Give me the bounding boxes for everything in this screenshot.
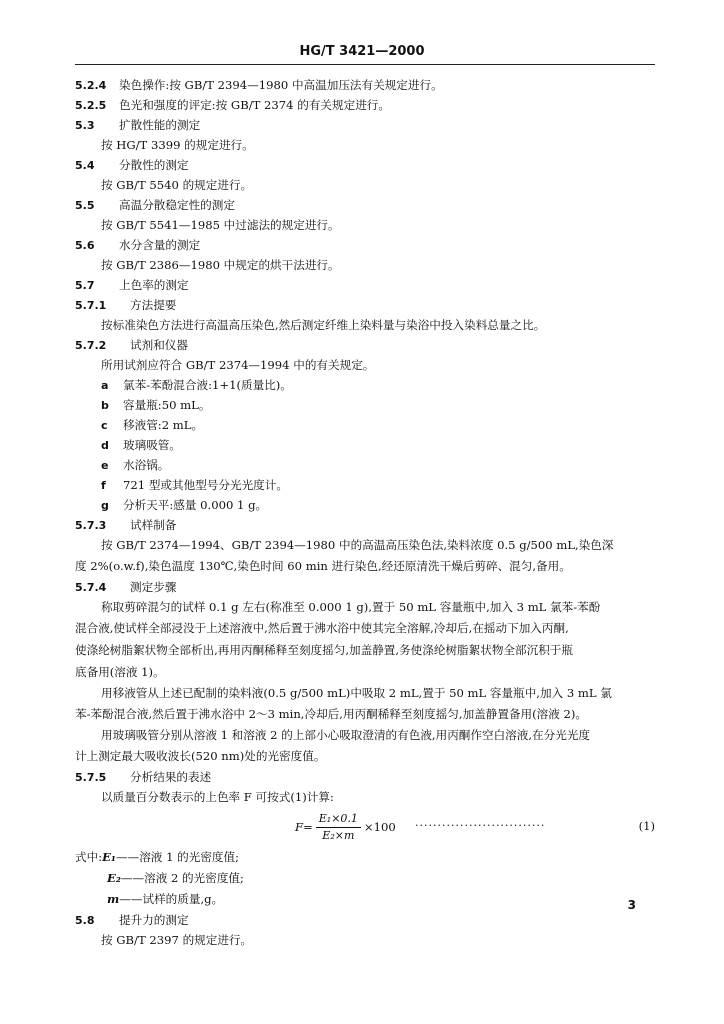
clause-heading	[75, 115, 655, 135]
header-rule	[75, 64, 655, 65]
clause-title: 试剂和仪器	[130, 338, 188, 352]
clause-heading	[75, 95, 655, 115]
clause-number: 5.2.5	[75, 99, 107, 112]
list-item	[75, 455, 655, 475]
paragraph-line: 苯-苯酚混合液,然后置于沸水浴中 2～3 min,冷却后,用丙酮稀释至刻度摇匀,加盖静置备用(溶液 2)。	[75, 707, 588, 721]
document-body	[75, 75, 655, 950]
formula-denominator: E₂×m	[322, 828, 355, 842]
formula-expression	[295, 807, 396, 847]
paragraph-line: 按 HG/T 3399 的规定进行。	[101, 138, 254, 152]
definition-symbol: E₁	[102, 850, 117, 864]
list-item-label: b	[101, 399, 109, 412]
clause-title: 提升力的测定	[119, 913, 189, 927]
clause-heading	[75, 195, 655, 215]
clause-heading	[75, 910, 655, 930]
paragraph-line: 称取剪碎混匀的试样 0.1 g 左右(称准至 0.000 1 g),置于 50 mL 容量瓶中,加入 3 mL 氯苯-苯酚	[101, 600, 601, 614]
clause-number: 5.7.1	[75, 299, 107, 312]
list-item-text: 分析天平:感量 0.000 1 g。	[123, 498, 268, 512]
clause-number: 5.5	[75, 199, 95, 212]
paragraph-line: 按 GB/T 2397 的规定进行。	[101, 933, 253, 947]
clause-number: 5.7.2	[75, 339, 107, 352]
paragraph-line: 混合液,使试样全部浸没于上述溶液中,然后置于沸水浴中使其完全溶解,冷却后,在摇动下加入丙酮,	[75, 621, 569, 635]
clause-number: 5.4	[75, 159, 95, 172]
clause-heading	[75, 577, 655, 597]
list-item-label: a	[101, 379, 109, 392]
list-item	[75, 435, 655, 455]
clause-number: 5.7.3	[75, 519, 107, 532]
formula-numerator: E₁×0.1	[316, 812, 361, 828]
definition-text: ——试样的质量,g。	[119, 892, 224, 906]
list-item-text: 水浴锅。	[123, 458, 170, 472]
clause-heading	[75, 275, 655, 295]
definition-symbol: m	[107, 892, 120, 906]
list-item	[75, 475, 655, 495]
list-item	[75, 495, 655, 515]
definition-line	[75, 868, 655, 889]
clause-title: 测定步骤	[130, 580, 177, 594]
clause-title: 方法提要	[130, 298, 177, 312]
clause-number: 5.6	[75, 239, 95, 252]
clause-heading	[75, 767, 655, 787]
formula-eq: =	[303, 820, 313, 834]
paragraph-line: 按 GB/T 2374—1994、GB/T 2394—1980 中的高温高压染色法,染料浓度 0.5 g/500 mL,染色深	[101, 538, 614, 552]
paragraph-line: 按 GB/T 5541—1985 中过滤法的规定进行。	[101, 218, 340, 232]
clause-list-tail	[75, 910, 655, 950]
list-item-text: 氯苯-苯酚混合液:1+1(质量比)。	[123, 378, 292, 392]
page-header: HG/T 3421—2000	[299, 44, 425, 59]
clause-title: 水分含量的测定	[119, 238, 201, 252]
list-item	[75, 395, 655, 415]
paragraph-line: 用玻璃吸管分别从溶液 1 和溶液 2 的上部小心吸取澄清的有色液,用丙酮作空白溶液,在分光光度	[101, 728, 591, 742]
paragraph-line: 用移液管从上述已配制的染料液(0.5 g/500 mL)中吸取 2 mL,置于 50 mL 容量瓶中,加入 3 mL 氯	[101, 686, 612, 700]
formula-times: ×100	[363, 820, 396, 834]
list-item	[75, 375, 655, 395]
list-item-text: 容量瓶:50 mL。	[123, 398, 211, 412]
paragraph-line: 按 GB/T 5540 的规定进行。	[101, 178, 253, 192]
list-item-label: d	[101, 439, 109, 452]
list-item-label: f	[101, 479, 106, 492]
formula-number: (1)	[638, 819, 655, 833]
clause-number: 5.2.4	[75, 79, 107, 92]
paragraph-line: 以质量百分数表示的上色率 F 可按式(1)计算:	[101, 790, 334, 804]
clause-number: 5.7.5	[75, 771, 107, 784]
paragraph-line: 度 2%(o.w.f),染色温度 130℃,染色时间 60 min 进行染色,经还原清洗干燥后剪碎、混匀,备用。	[75, 559, 571, 573]
definition-line	[75, 847, 655, 868]
clause-heading	[75, 235, 655, 255]
paragraph-line: 计上测定最大吸收波长(520 nm)处的光密度值。	[75, 749, 326, 763]
paragraph-line: 按 GB/T 2386—1980 中规定的烘干法进行。	[101, 258, 340, 272]
clause-heading	[75, 335, 655, 355]
paragraph-line: 所用试剂应符合 GB/T 2374—1994 中的有关规定。	[101, 358, 375, 372]
clause-number: 5.7	[75, 279, 95, 292]
page-number: 3	[627, 898, 636, 912]
clause-title: 上色率的测定	[119, 278, 189, 292]
list-item	[75, 415, 655, 435]
definition-text: ——溶液 2 的光密度值;	[120, 871, 244, 885]
clause-title: 色光和强度的评定:按 GB/T 2374 的有关规定进行。	[119, 98, 390, 112]
list-item-text: 玻璃吸管。	[123, 438, 181, 452]
definition-symbol: E₂	[107, 871, 121, 885]
clause-heading	[75, 75, 655, 95]
paragraph-line: 按标准染色方法进行高温高压染色,然后测定纤维上染料量与染浴中投入染料总量之比。	[101, 318, 546, 332]
formula-fraction	[316, 812, 361, 843]
paragraph-line: 使涤纶树脂絮状物全部析出,再用丙酮稀释至刻度摇匀,加盖静置,务使涤纶树脂絮状物全部沉积于瓶	[75, 643, 573, 657]
clause-title: 试样制备	[130, 518, 177, 532]
clause-title: 高温分散稳定性的测定	[119, 198, 235, 212]
list-item-label: g	[101, 499, 109, 512]
formula-1	[75, 807, 655, 847]
clause-heading	[75, 155, 655, 175]
formula-lhs: F	[295, 820, 304, 834]
list-item-text: 移液管:2 mL。	[123, 418, 204, 432]
clause-title: 分析结果的表述	[130, 770, 212, 784]
paragraph-line: 底备用(溶液 1)。	[75, 665, 165, 679]
definition-prefix: 式中:	[75, 850, 103, 864]
definition-line	[75, 889, 655, 910]
definition-text: ——溶液 1 的光密度值;	[116, 850, 240, 864]
clause-heading	[75, 295, 655, 315]
clause-list	[75, 75, 655, 807]
clause-number: 5.8	[75, 914, 95, 927]
list-item-label: e	[101, 459, 109, 472]
clause-title: 扩散性能的测定	[119, 118, 201, 132]
clause-number: 5.7.4	[75, 581, 107, 594]
clause-title: 染色操作:按 GB/T 2394—1980 中高温加压法有关规定进行。	[119, 78, 443, 92]
clause-heading	[75, 515, 655, 535]
clause-title: 分散性的测定	[119, 158, 189, 172]
symbol-definitions	[75, 847, 655, 910]
list-item-text: 721 型或其他型号分光光度计。	[123, 478, 288, 492]
formula-leader-dots: ·····························	[415, 819, 546, 832]
list-item-label: c	[101, 419, 108, 432]
clause-number: 5.3	[75, 119, 95, 132]
